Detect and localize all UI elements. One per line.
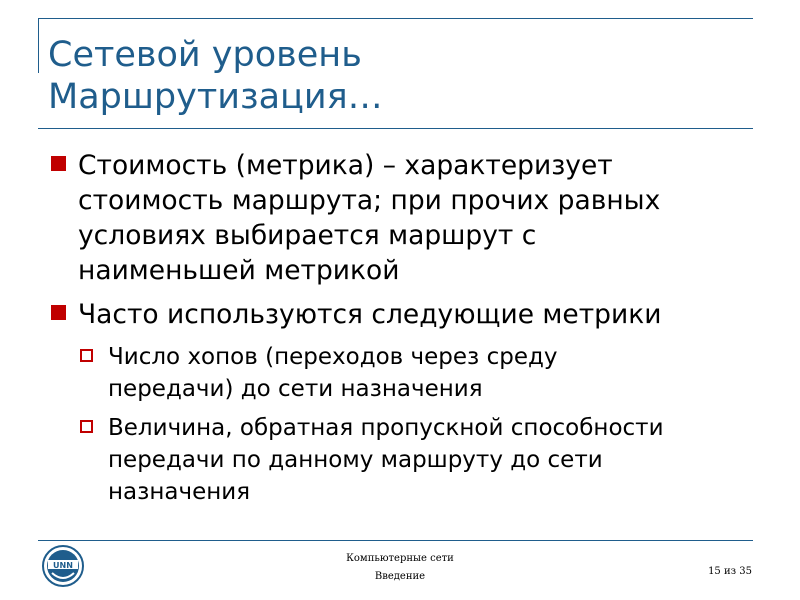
square-bullet-icon xyxy=(51,305,66,320)
top-border-line xyxy=(38,18,753,19)
sub-bullet-text-line: Величина, обратная пропускной способности xyxy=(108,415,664,441)
title-line-2: Маршрутизация… xyxy=(48,77,383,117)
footer-course: Компьютерные сети xyxy=(346,553,454,564)
square-bullet-icon xyxy=(51,156,66,171)
sub-bullet-text-line: назначения xyxy=(108,479,251,505)
sub-bullet-item xyxy=(78,341,768,405)
slide-content xyxy=(48,148,768,515)
bullet-text-line: условиях выбирается маршрут с xyxy=(78,220,537,251)
sub-bullet-text-line: Число хопов (переходов через среду xyxy=(108,344,558,370)
title-line-1: Сетевой уровень xyxy=(48,35,362,75)
university-logo-icon xyxy=(40,545,86,587)
hollow-square-bullet-icon xyxy=(80,349,93,362)
title-underline xyxy=(38,128,753,129)
bullet-text-line: Часто используются следующие метрики xyxy=(78,299,662,330)
sub-bullet-text-line: передачи) до сети назначения xyxy=(108,376,483,402)
bullet-text-line: стоимость маршрута; при прочих равных xyxy=(78,185,661,216)
sub-bullet-item xyxy=(78,412,768,508)
bullet-text-line: Стоимость (метрика) – характеризует xyxy=(78,150,613,181)
footer-line xyxy=(38,540,753,541)
hollow-square-bullet-icon xyxy=(80,420,93,433)
sub-bullet-text-line: передачи по данному маршруту до сети xyxy=(108,447,603,473)
bullet-item xyxy=(48,297,768,332)
slide-title xyxy=(48,34,748,118)
bullet-text-line: наименьшей метрикой xyxy=(78,255,400,286)
page-number: 15 из 35 xyxy=(708,566,752,577)
footer-section: Введение xyxy=(374,571,426,582)
logo-text: UNN xyxy=(53,561,73,570)
left-border-line xyxy=(38,18,39,73)
bullet-item xyxy=(48,148,768,288)
